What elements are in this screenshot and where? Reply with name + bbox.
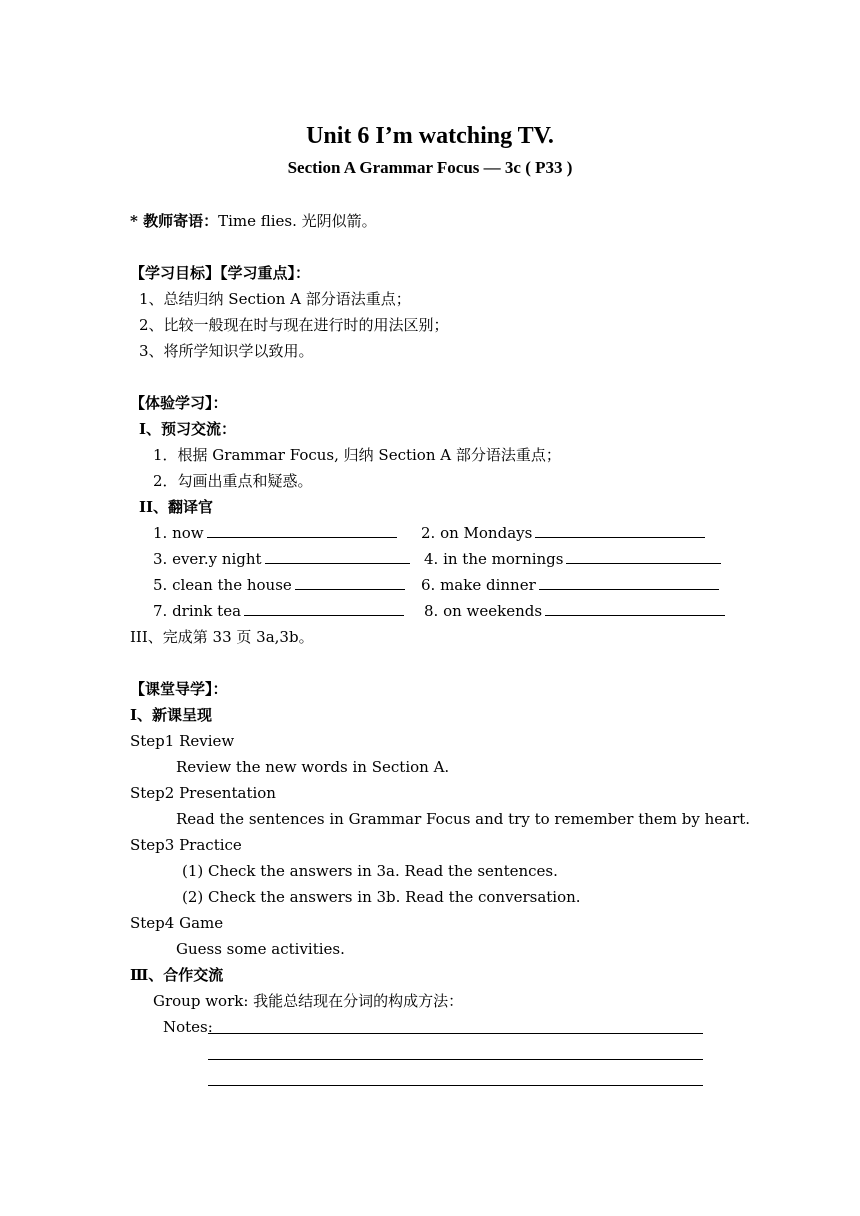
step-3-detail-2: (2) Check the answers in 3b. Read the conversation. (182, 888, 581, 906)
translate-item-7-text: 7. drink tea (153, 602, 242, 620)
translate-item-2 (421, 523, 705, 543)
answer-blank-7[interactable] (244, 601, 404, 616)
step-1-detail: Review the new words in Section A. (176, 758, 450, 776)
translate-item-2-text: 2. on Mondays (421, 524, 533, 542)
translate-heading: II、翻译官 (139, 498, 214, 516)
translate-item-5-text: 5. clean the house (153, 576, 292, 594)
preview-item-1: 1．根据 Grammar Focus, 归纳 Section A 部分语法重点； (153, 446, 561, 464)
translate-item-8 (424, 601, 725, 621)
translate-item-4-text: 4. in the mornings (424, 550, 564, 568)
answer-blank-1[interactable] (207, 523, 397, 538)
translate-item-6 (421, 575, 719, 595)
step-3-detail-1: (1) Check the answers in 3a. Read the sentences. (182, 862, 558, 880)
page-title: Unit 6 I’m watching TV. (306, 123, 554, 149)
experience-heading: 【体验学习】： (130, 394, 228, 412)
new-lesson-heading: I、新课呈现 (130, 706, 213, 724)
step-4-detail: Guess some activities. (176, 940, 345, 958)
step-4-label: Step4 Game (130, 914, 224, 932)
translate-item-6-text: 6. make dinner (421, 576, 536, 594)
translate-item-3 (153, 549, 410, 569)
teacher-motto (130, 211, 377, 231)
translate-item-8-text: 8. on weekends (424, 602, 543, 620)
answer-blank-2[interactable] (535, 523, 705, 538)
classroom-heading: 【课堂导学】： (130, 680, 228, 698)
task-item: III、完成第 33 页 3a,3b。 (130, 628, 314, 646)
step-3-label: Step3 Practice (130, 836, 242, 854)
goal-item-3: 3、将所学知识学以致用。 (139, 342, 314, 360)
goals-heading: 【学习目标】【学习重点】： (130, 264, 311, 282)
group-work-text: Group work: 我能总结现在分词的构成方法： (153, 992, 464, 1010)
translate-item-7 (153, 601, 404, 621)
preview-item-2: 2．勾画出重点和疑惑。 (153, 472, 313, 490)
answer-blank-8[interactable] (545, 601, 725, 616)
answer-blank-6[interactable] (539, 575, 719, 590)
notes-line-1[interactable] (208, 1033, 703, 1034)
preview-heading: I、预习交流： (139, 420, 237, 438)
translate-item-4 (424, 549, 721, 569)
answer-blank-4[interactable] (566, 549, 721, 564)
step-2-label: Step2 Presentation (130, 784, 276, 802)
step-2-detail: Read the sentences in Grammar Focus and try to remember them by heart. (176, 810, 751, 828)
page-subtitle: Section A Grammar Focus — 3c ( P33 ) (287, 158, 573, 177)
motto-text: Time flies. 光阴似箭。 (218, 212, 377, 230)
translate-item-5 (153, 575, 405, 595)
cooperation-heading: Ⅲ、合作交流 (130, 966, 224, 984)
goal-item-2: 2、比较一般现在时与现在进行时的用法区别； (139, 316, 449, 334)
answer-blank-3[interactable] (265, 549, 410, 564)
translate-item-1 (153, 523, 397, 543)
translate-item-1-text: 1. now (153, 524, 204, 542)
notes-line-2[interactable] (208, 1059, 703, 1060)
motto-label: * 教师寄语： (130, 212, 219, 230)
translate-item-3-text: 3. ever.y night (153, 550, 262, 568)
notes-label: Notes: (163, 1018, 213, 1036)
goal-item-1: 1、总结归纳 Section A 部分语法重点； (139, 290, 411, 308)
answer-blank-5[interactable] (295, 575, 405, 590)
step-1-label: Step1 Review (130, 732, 235, 750)
notes-line-3[interactable] (208, 1085, 703, 1086)
